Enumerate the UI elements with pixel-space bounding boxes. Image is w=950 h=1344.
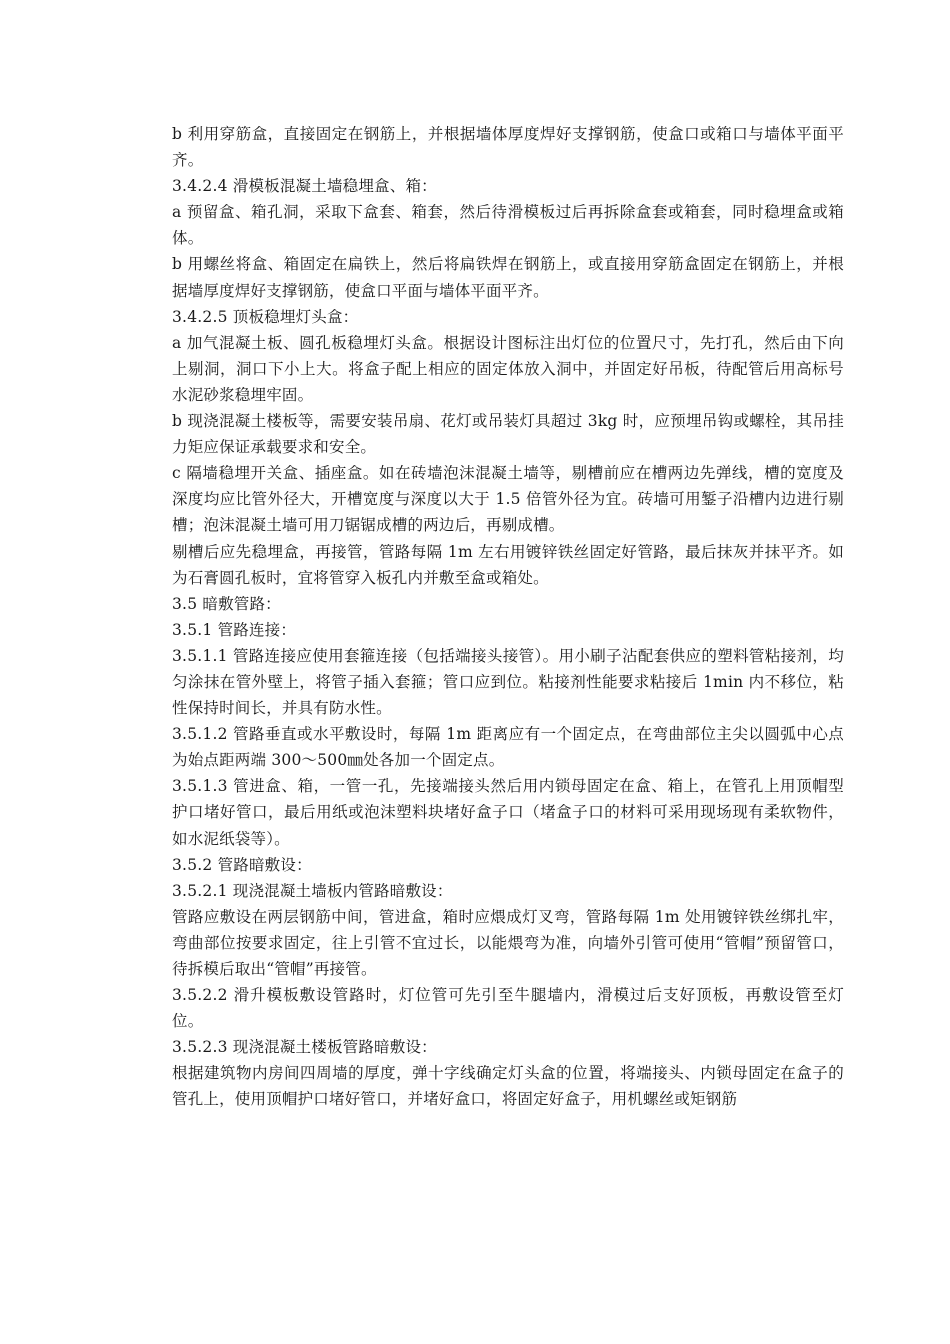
heading-3-4-2-4: 3.4.2.4 滑模板混凝土墙稳埋盒、箱： [172, 177, 437, 196]
paragraph-b-through-box: b 利用穿筋盒，直接固定在钢筋上，并根据墙体厚度焊好支撑钢筋，使盒口或箱口与墙体平面平齐。 [172, 125, 844, 170]
paragraph-groove-after: 剔槽后应先稳埋盒，再接管，管路每隔 1m 左右用镀锌铁丝固定好管路，最后抹灰并抹平齐。如为石膏圆孔板时，宜将管穿入板孔内并敷至盒或箱处。 [172, 542, 844, 587]
heading-3-5-2-3: 3.5.2.3 现浇混凝土楼板管路暗敷设： [172, 1038, 437, 1057]
paragraph-3-5-1-1: 3.5.1.1 管路连接应使用套箍连接（包括端接头接管）。用小刷子沾配套供应的塑料管粘接剂，均匀涂抹在管外壁上，将管子插入套箍；管口应到位。粘接剂性能要求粘接后 1min 内不移位，粘性保持时间长，并具有防水性。 [172, 646, 844, 718]
paragraph-3-5-2-2: 3.5.2.2 滑升模板敷设管路时，灯位管可先引至牛腿墙内，滑模过后支好顶板，再敷设管至灯位。 [172, 986, 844, 1031]
paragraph-c-partition-wall: c 隔墙稳埋开关盒、插座盒。如在砖墙泡沫混凝土墙等，剔槽前应在槽两边先弹线，槽的宽度及深度均应比管外径大，开槽宽度与深度以大于 1.5 倍管外径为宜。砖墙可用錾子沿槽内边进行剔槽；泡沫混凝土墙可用刀锯锯成槽的两边后，再剔成槽。 [172, 464, 844, 535]
paragraph-3-5-1-3: 3.5.1.3 管进盒、箱，一管一孔，先接端接头然后用内锁母固定在盒、箱上，在管孔上用顶帽型护口堵好管口，最后用纸或泡沫塑料块堵好盒子口（堵盒子口的材料可采用现场现有柔软物件，如水泥纸袋等）。 [172, 777, 844, 848]
paragraph-room-wall-thickness: 根据建筑物内房间四周墙的厚度，弹十字线确定灯头盒的位置，将端接头、内锁母固定在盒子的管孔上，使用顶帽护口堵好管口，并堵好盒口，将固定好盒子，用机螺丝或矩钢筋 [172, 1064, 844, 1109]
paragraph-pipe-between-rebar: 管路应敷设在两层钢筋中间，管进盒，箱时应煨成灯叉弯，管路每隔 1m 处用镀锌铁丝绑扎牢，弯曲部位按要求固定，往上引管不宜过长，以能煨弯为准，向墙外引管可使用“管帽”预留管口，待拆模后取出“管帽”再接管。 [172, 907, 844, 978]
heading-3-5-2: 3.5.2 管路暗敷设： [172, 855, 312, 874]
heading-3-5-1: 3.5.1 管路连接： [172, 620, 297, 639]
heading-3-5-2-1: 3.5.2.1 现浇混凝土墙板内管路暗敷设： [172, 881, 453, 900]
paragraph-b-screw-fix: b 用螺丝将盒、箱固定在扁铁上，然后将扁铁焊在钢筋上，或直接用穿筋盒固定在钢筋上，并根据墙厚度焊好支撑钢筋，使盒口平面与墙体平面平齐。 [172, 255, 844, 300]
paragraph-3-5-1-2: 3.5.1.2 管路垂直或水平敷设时，每隔 1m 距离应有一个固定点，在弯曲部位主尖以圆弧中心点为始点距两端 300～500㎜处各加一个固定点。 [172, 725, 844, 770]
paragraph-a-reserved-hole: a 预留盒、箱孔洞，采取下盒套、箱套，然后待滑模板过后再拆除盒套或箱套，同时稳埋盒或箱体。 [172, 203, 844, 248]
heading-3-4-2-5: 3.4.2.5 顶板稳埋灯头盒： [172, 307, 359, 326]
heading-3-5: 3.5 暗敷管路： [172, 594, 281, 613]
paragraph-b-cast-slab: b 现浇混凝土楼板等，需要安装吊扇、花灯或吊装灯具超过 3kg 时，应预埋吊钩或螺栓，其吊挂力矩应保证承载要求和安全。 [172, 412, 844, 457]
document-body [172, 121, 844, 1113]
paragraph-a-aerated-slab: a 加气混凝土板、圆孔板稳埋灯头盒。根据设计图标注出灯位的位置尺寸，先打孔，然后由下向上剔洞，洞口下小上大。将盒子配上相应的固定体放入洞中，并固定好吊板，待配管后用高标号水泥砂浆稳埋牢固。 [172, 333, 844, 404]
